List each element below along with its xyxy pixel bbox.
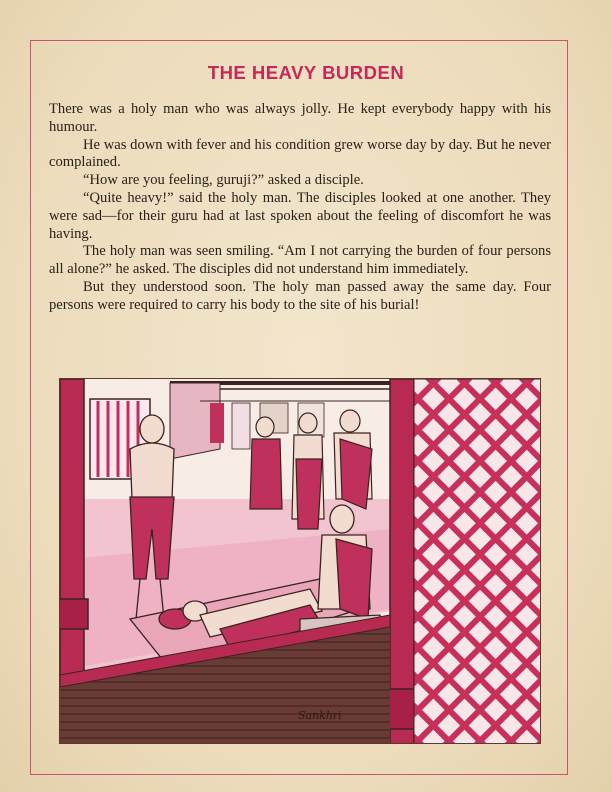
artist-signature: Sankhri: [298, 709, 342, 722]
story-paragraph-3: “How are you feeling, guruji?” asked a disciple.: [83, 172, 364, 189]
story-paragraph-6: But they understood soon. The holy man passed away the same day. Four persons were required to carry his body to the site of his burial!: [49, 278, 551, 313]
story-title: THE HEAVY BURDEN: [207, 62, 405, 83]
story-paragraph-4: “Quite heavy!” said the holy man. The disciples looked at one another. They were sad—for their guru had at last spoken about the feeling of discomfort he was having.: [49, 189, 551, 242]
story-paragraph-1: There was a holy man who was always jolly. He kept everybody happy with his humour.: [49, 101, 551, 135]
story-paragraph-2: He was down with fever and his condition grew worse day by day. But he never complained.: [49, 136, 551, 171]
illustration-scene: [60, 379, 541, 744]
story-text: [49, 101, 551, 315]
story-paragraph-5: The holy man was seen smiling. “Am I not carrying the burden of four persons all alone?” he asked. The disciples did not understand him immediately.: [49, 243, 551, 278]
story-illustration: [59, 378, 541, 744]
lattice-screen: [414, 379, 541, 744]
